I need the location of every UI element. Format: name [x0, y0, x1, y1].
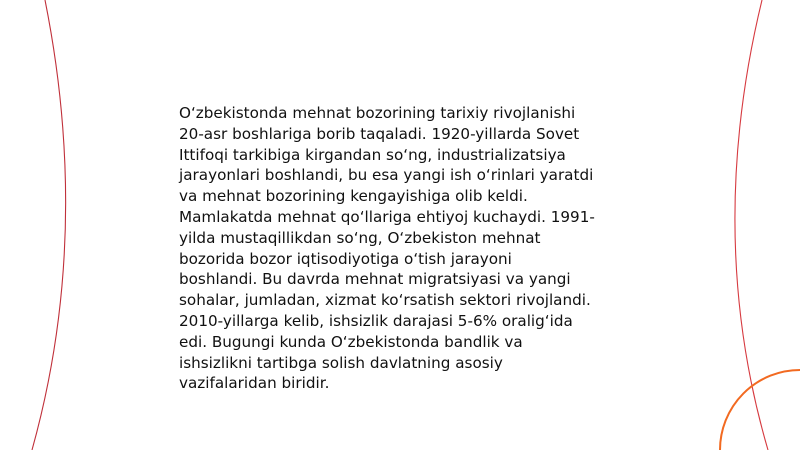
slide-body-text: O‘zbekistonda mehnat bozorining tarixiy rivojlanishi 20-asr boshlariga borib taqaladi. 1920-yillarda Sovet Ittifoqi tarkibiga kirgandan so‘ng, industrializatsiya jarayonlari boshlandi, bu esa yangi ish o‘rinlari yaratdi va mehnat bozorining kengayishiga olib keldi. Mamlakatda mehnat qo‘llariga ehtiyoj kuchaydi. 1991- yilda mustaqillikdan so‘ng, O‘zbekiston mehnat bozorida bozor iqtisodiyotiga o‘tish jarayoni boshlandi. Bu davrda mehnat migratsiyasi va yangi sohalar, jumladan, xizmat ko‘rsatish sektori rivojlandi. 2010-yillarga kelib, ishsizlik darajasi 5-6% oralig‘ida edi. Bugungi kunda O‘zbekistonda bandlik va ishsizlikni tartibga solish davlatning asosiy vazifalaridan biridir. — [179, 104, 595, 393]
orange-circle-outline — [720, 370, 800, 450]
right-arc-line — [735, 0, 768, 450]
left-arc-line — [32, 0, 66, 450]
